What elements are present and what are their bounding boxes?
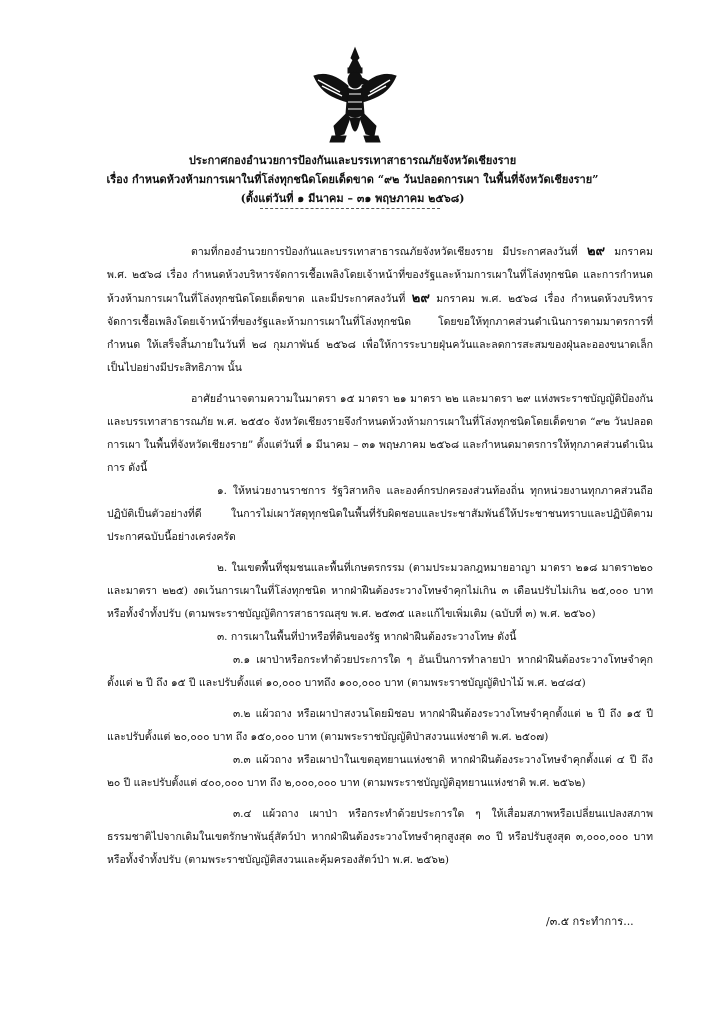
document-body [107, 240, 653, 872]
measure-3-1: ๓.๑ เผาป่าหรือกระทำด้วยประการใด ๆ อันเป็นการทำลายป่า หากฝ่าฝืนต้องระวางโทษจำคุกตั้งแต่ ๒ ปี ถึง ๑๕ ปี และปรับตั้งแต่ ๑๐,๐๐๐ บาทถึง ๑๐๐,๐๐๐ บาท (ตามพระราชบัญญัติป่าไม้ พ.ศ. ๒๔๘๔) [107, 654, 653, 689]
handwritten-date-1: ๒๙ [586, 244, 606, 259]
title-line-1: ประกาศกองอำนวยการป้องกันและบรรเทาสาธารณภัยจังหวัดเชียงราย [188, 154, 517, 167]
measure-3: ๓. การเผาในพื้นที่ป่าหรือที่ดินของรัฐ หากฝ่าฝืนต้องระวางโทษ ดังนี้ [217, 631, 517, 643]
title-divider [260, 208, 440, 209]
measure-2: ๒. ในเขตพื้นที่ชุมชนและพื้นที่เกษตรกรรม (ตามประมวลกฎหมายอาญา มาตรา ๒๑๘ มาตรา๒๒๐ และมาตรา ๒๒๕) งดเว้นการเผาในที่โล่งทุกชนิด หากฝ่าฝืนต้องระวางโทษจำคุกไม่เกิน ๓ เดือนปรับไม่เกิน ๒๕,๐๐๐ บาท หรือทั้งจำทั้งปรับ (ตามพระราชบัญญัติการสาธารณสุข พ.ศ. ๒๕๓๕ และแก้ไขเพิ่มเติม (ฉบับที่ ๓) พ.ศ. ๒๕๖๐) [107, 562, 653, 620]
paragraph-1-text-b: มกราคม พ.ศ. ๒๕๖๘ เรื่อง กำหนดห้วงบริหารจัดการเชื้อเพลิงโดยเจ้าหน้าที่ของรัฐและห้ามการเผาในที่โล่งทุกชนิด และการกำหนดห้วงห้ามการเผาในที่โล่งทุกชนิดโดยเด็ดขาด และมีประกาศลงวันที่ [107, 246, 654, 305]
measure-3-2: ๓.๒ แผ้วถาง หรือเผาป่าสงวนโดยมิชอบ หากฝ่าฝืนต้องระวางโทษจำคุกตั้งแต่ ๒ ปี ถึง ๑๕ ปี และปรับตั้งแต่ ๒๐,๐๐๐ บาท ถึง ๑๕๐,๐๐๐ บาท (ตามพระราชบัญญัติป่าสงวนแห่งชาติ พ.ศ. ๒๕๐๗) [107, 708, 653, 743]
paragraph-1-text-c: มกราคม พ.ศ. ๒๕๖๘ เรื่อง กำหนดห้วงบริหารจัดการเชื้อเพลิงโดยเจ้าหน้าที่ของรัฐและห้ามการเผาในที่โล่งทุกชนิด โดยขอให้ทุกภาคส่วนดำเนินการตามมาตรการที่กำหนด ให้เสร็จสิ้นภายในวันที่ ๒๘ กุมภาพันธ์ ๒๕๖๘ เพื่อให้การระบายฝุ่นควันและลดการสะสมของฝุ่นละอองขนาดเล็ก เป็นไปอย่างมีประสิทธิภาพ นั้น [107, 293, 654, 374]
paragraph-1-text-a: ตามที่กองอำนวยการป้องกันและบรรเทาสาธารณภัยจังหวัดเชียงราย มีประกาศลงวันที่ [191, 246, 578, 258]
handwritten-date-2: ๒๙ [411, 291, 430, 306]
measure-1: ๑. ให้หน่วยงานราชการ รัฐวิสาหกิจ และองค์กรปกครองส่วนท้องถิ่น ทุกหน่วยงานทุกภาคส่วนถือปฏิบัติเป็นตัวอย่างที่ดี ในการไม่เผาวัสดุทุกชนิดในพื้นที่รับผิดชอบและประชาสัมพันธ์ให้ประชาชนทราบและปฏิบัติตามประกาศฉบับนี้อย่างเคร่งครัด [107, 485, 653, 543]
continuation-note: /๓.๕ กระทำการ... [546, 915, 634, 928]
measure-3-3: ๓.๓ แผ้วถาง หรือเผาป่าในเขตอุทยานแห่งชาติ หากฝ่าฝืนต้องระวางโทษจำคุกตั้งแต่ ๔ ปี ถึง ๒๐ ปี และปรับตั้งแต่ ๔๐๐,๐๐๐ บาท ถึง ๒,๐๐๐,๐๐๐ บาท (ตามพระราชบัญญัติอุทยานแห่งชาติ พ.ศ. ๒๕๖๒) [107, 754, 653, 789]
paragraph-1 [107, 240, 653, 380]
title-line-3: (ตั้งแต่วันที่ ๑ มีนาคม – ๓๑ พฤษภาคม ๒๕๖๘) [240, 192, 465, 205]
garuda-emblem-icon [310, 46, 400, 146]
title-line-2: เรื่อง กำหนดห้วงห้ามการเผาในที่โล่งทุกชนิดโดยเด็ดขาด “๙๒ วันปลอดการเผา ในพื้นที่จังหวัดเชียงราย” [106, 173, 599, 186]
measure-3-4: ๓.๔ แผ้วถาง เผาป่า หรือกระทำด้วยประการใด ๆ ให้เสื่อมสภาพหรือเปลี่ยนแปลงสภาพธรรมชาติไปจากเดิมในเขตรักษาพันธุ์สัตว์ป่า หากฝ่าฝืนต้องระวางโทษจำคุกสูงสุด ๓๐ ปี หรือปรับสูงสุด ๓,๐๐๐,๐๐๐ บาท หรือทั้งจำทั้งปรับ (ตามพระราชบัญญัติสงวนและคุ้มครองสัตว์ป่า พ.ศ. ๒๕๖๒) [107, 808, 653, 866]
paragraph-2: อาศัยอำนาจตามความในมาตรา ๑๕ มาตรา ๒๑ มาตรา ๒๒ และมาตรา ๒๙ แห่งพระราชบัญญัติป้องกันและบรรเทาสาธารณภัย พ.ศ. ๒๕๕๐ จังหวัดเชียงรายจึงกำหนดห้วงห้ามการเผาในที่โล่งทุกชนิดโดยเด็ดขาด “๙๒ วันปลอดการเผา ในพื้นที่จังหวัดเชียงราย” ตั้งแต่วันที่ ๑ มีนาคม – ๓๑ พฤษภาคม ๒๕๖๘ และกำหนดมาตรการให้ทุกภาคส่วนดำเนินการ ดังนี้ [107, 393, 653, 474]
